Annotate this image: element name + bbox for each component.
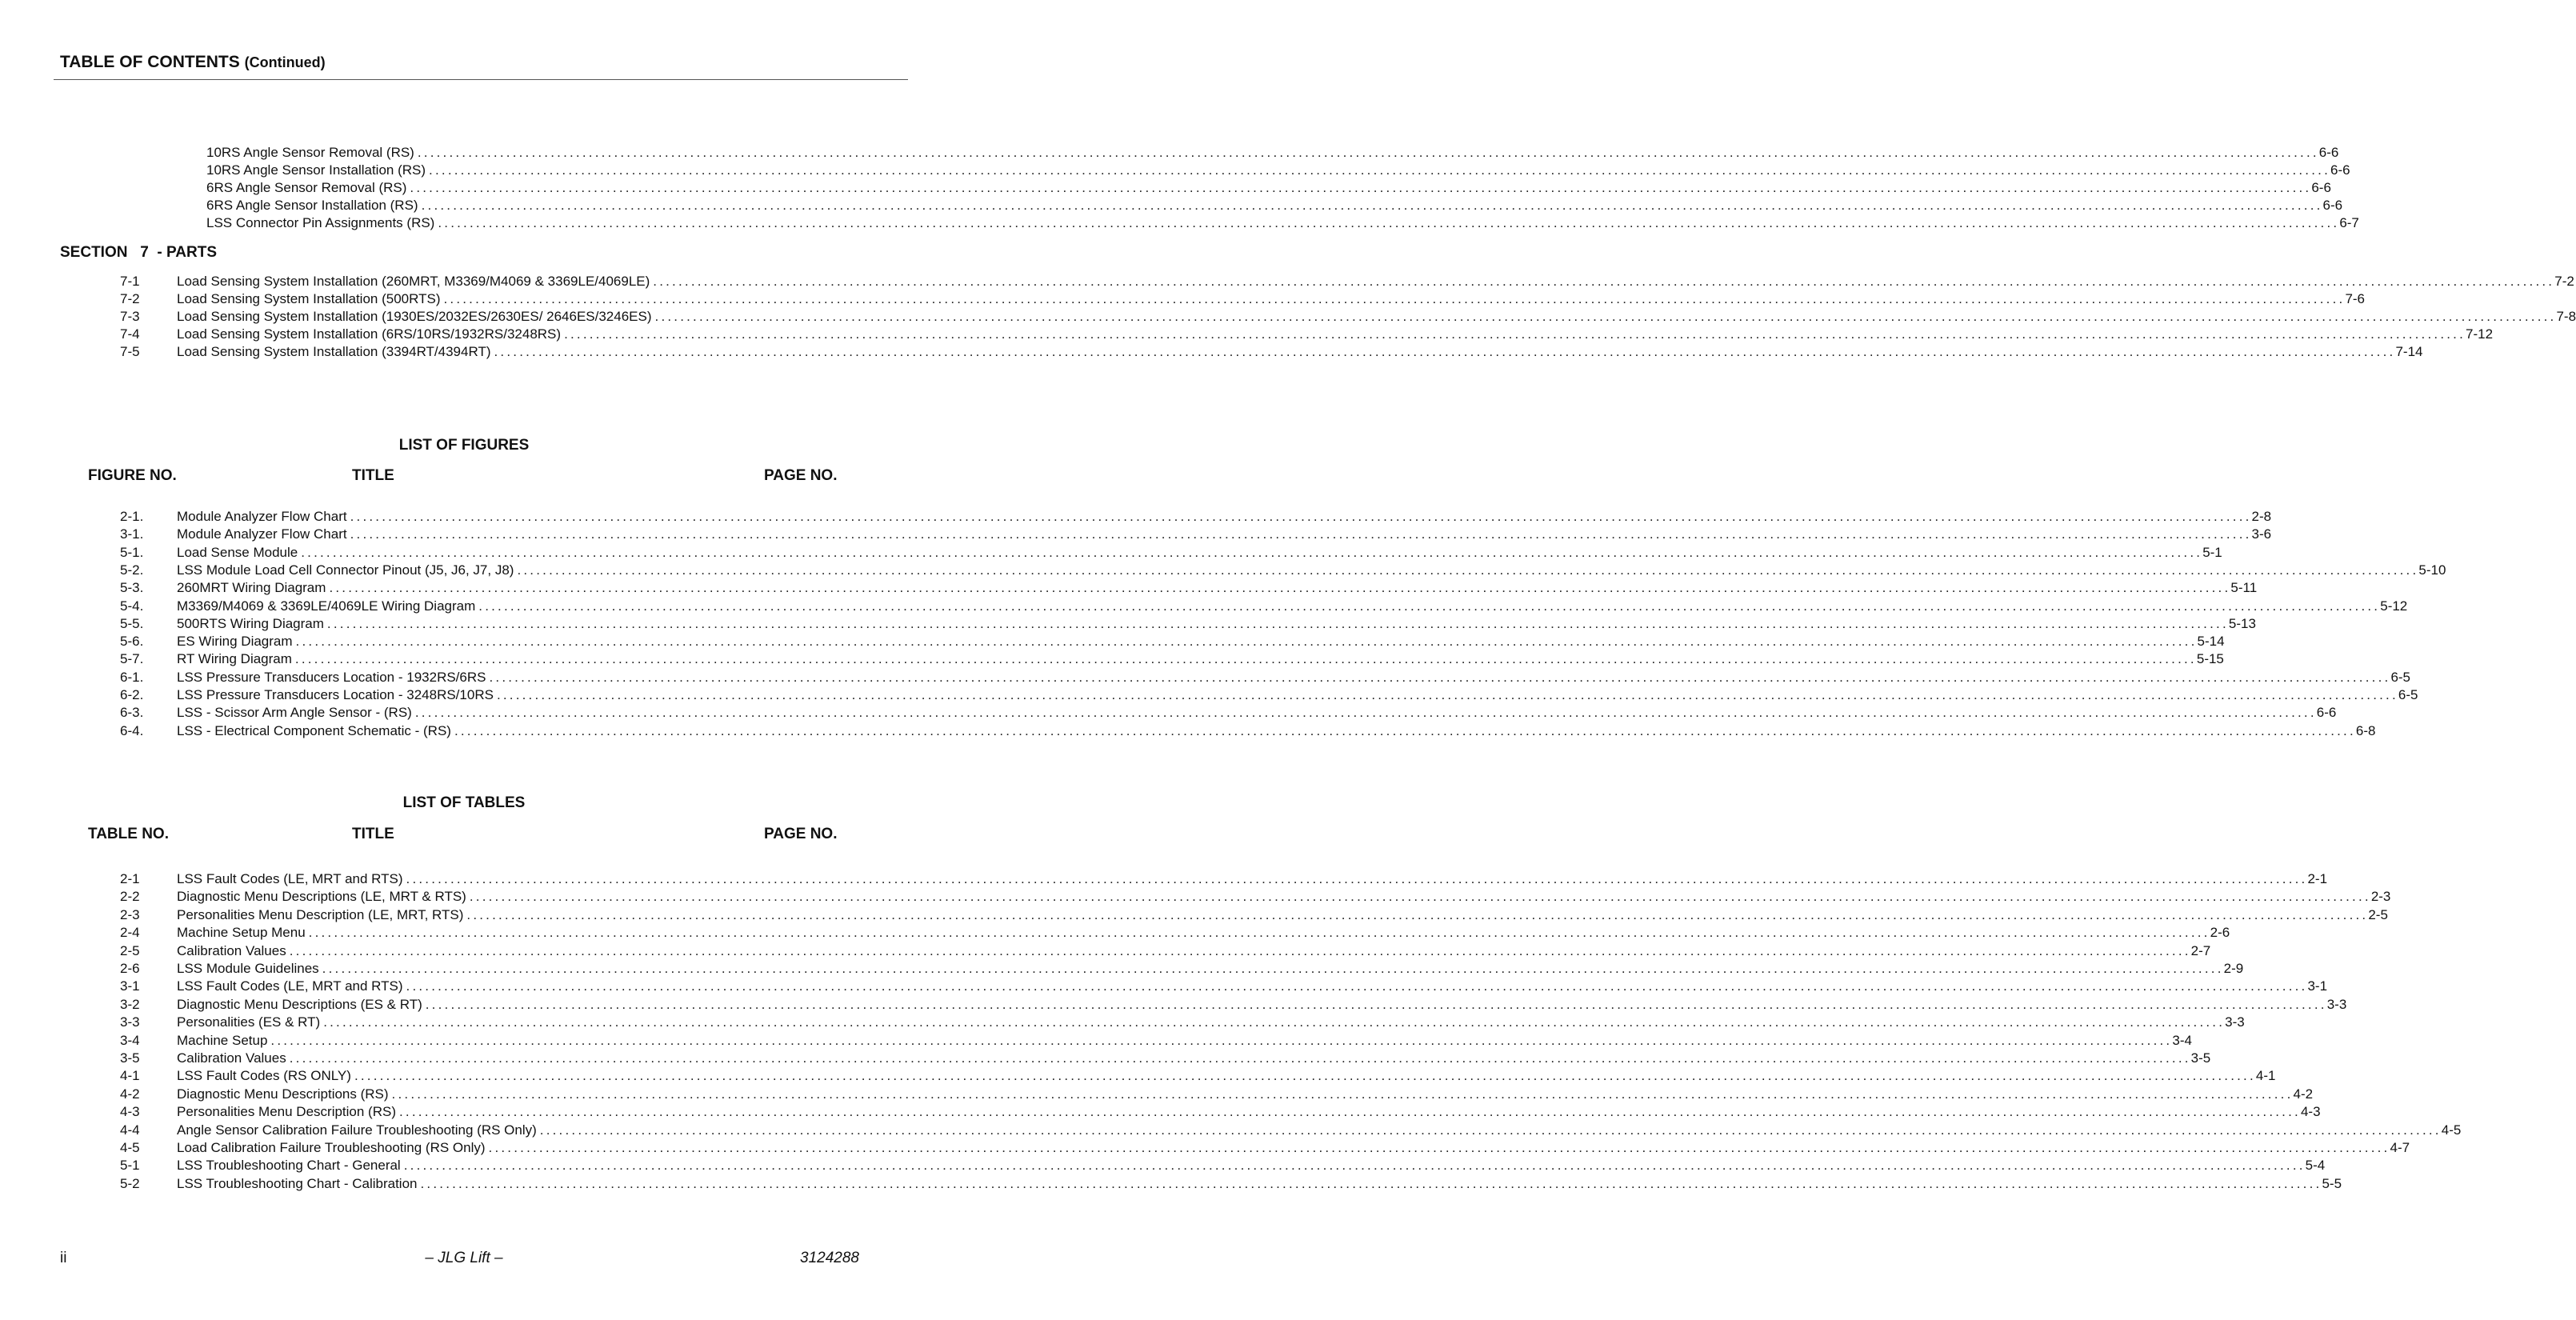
- dot-leader: ............................................................................................................................................................................................................................................................................................................: [654, 309, 2557, 324]
- entry-page: 5-4: [2305, 1158, 2326, 1174]
- entry-page: 4-3: [2300, 1104, 2321, 1120]
- entry-page: 5-14: [2197, 634, 2225, 650]
- entry-title: M3369/M4069 & 3369LE/4069LE Wiring Diagram: [177, 598, 476, 614]
- entry-title: Angle Sensor Calibration Failure Troubleshooting (RS Only): [177, 1122, 537, 1138]
- toc-entry[interactable]: [0, 923, 2230, 942]
- dot-leader: ............................................................................................................................................................................................................................................................................................................: [420, 1175, 2322, 1191]
- entry-page: 3-6: [2251, 526, 2272, 542]
- entry-title: LSS Pressure Transducers Location - 1932RS/6RS: [177, 669, 486, 685]
- entry-title: RT Wiring Diagram: [177, 651, 292, 667]
- entry-page: 5-5: [2322, 1175, 2342, 1191]
- entry-title: ES Wiring Diagram: [177, 634, 293, 650]
- toc-entry[interactable]: [0, 272, 2574, 290]
- entry-title: 10RS Angle Sensor Installation (RS): [206, 162, 426, 178]
- dot-leader: ............................................................................................................................................................................................................................................................................................................: [399, 1104, 2301, 1120]
- entry-title: Calibration Values: [177, 942, 286, 958]
- toc-entry[interactable]: [0, 887, 2391, 906]
- entry-title: 6RS Angle Sensor Installation (RS): [206, 198, 418, 213]
- entry-number: 7-1: [120, 274, 140, 289]
- entry-number: 2-2: [120, 889, 140, 905]
- entry-number: 3-3: [120, 1014, 140, 1030]
- figure-no-header: FIGURE NO.: [88, 467, 177, 484]
- entry-page: 4-1: [2255, 1068, 2276, 1084]
- toc-entry[interactable]: [0, 325, 2494, 343]
- toc-entry[interactable]: [0, 1121, 2462, 1139]
- entry-title: Load Sense Module: [177, 544, 298, 560]
- toc-entry[interactable]: [0, 1013, 2245, 1031]
- entry-number: 7-2: [120, 291, 140, 306]
- footer-page-number: ii: [60, 1250, 67, 1266]
- entry-title: Calibration Values: [177, 1050, 286, 1066]
- entry-page: 5-15: [2196, 651, 2224, 667]
- entry-page: 6-8: [2355, 722, 2376, 738]
- entry-page: 2-9: [2223, 961, 2244, 976]
- list-of-tables-title: LIST OF TABLES: [402, 794, 526, 811]
- dot-leader: ............................................................................................................................................................................................................................................................................................................: [478, 598, 2381, 614]
- dot-leader: ............................................................................................................................................................................................................................................................................................................: [406, 978, 2308, 994]
- footer-publisher: – JLG Lift –: [425, 1250, 503, 1266]
- entry-number: 5-2: [120, 1175, 140, 1191]
- entry-title: Personalities (ES & RT): [177, 1014, 321, 1030]
- dot-leader: ............................................................................................................................................................................................................................................................................................................: [289, 1050, 2191, 1066]
- dot-leader: ............................................................................................................................................................................................................................................................................................................: [410, 180, 2312, 195]
- toc-entry[interactable]: [0, 290, 2366, 308]
- figure-title-header: TITLE: [352, 467, 394, 484]
- entry-number: 6-4.: [120, 722, 144, 738]
- toc-entry[interactable]: [0, 722, 2376, 740]
- dot-leader: ............................................................................................................................................................................................................................................................................................................: [289, 942, 2191, 958]
- toc-entry[interactable]: [0, 578, 2258, 597]
- toc-entry[interactable]: [0, 1156, 2326, 1174]
- toc-entry[interactable]: [0, 161, 2350, 179]
- dot-leader: ............................................................................................................................................................................................................................................................................................................: [466, 906, 2369, 922]
- entry-page: 6-6: [2330, 162, 2350, 178]
- entry-page: 2-3: [2370, 889, 2391, 905]
- entry-title: LSS Pressure Transducers Location - 3248RS/10RS: [177, 687, 494, 702]
- toc-entry[interactable]: [0, 214, 2359, 232]
- dot-leader: ............................................................................................................................................................................................................................................................................................................: [488, 1140, 2390, 1155]
- entry-page: 5-13: [2228, 615, 2256, 631]
- entry-title: LSS Fault Codes (LE, MRT and RTS): [177, 978, 403, 994]
- entry-page: 6-7: [2339, 215, 2359, 230]
- toc-entry[interactable]: [0, 942, 2211, 960]
- entry-number: 2-1.: [120, 509, 144, 524]
- dot-leader: ............................................................................................................................................................................................................................................................................................................: [421, 198, 2323, 213]
- dot-leader: ............................................................................................................................................................................................................................................................................................................: [489, 669, 2391, 685]
- dot-leader: ............................................................................................................................................................................................................................................................................................................: [494, 344, 2396, 359]
- entry-page: 5-10: [2418, 562, 2446, 578]
- toc-entry[interactable]: [0, 178, 2331, 197]
- entry-title: Load Sensing System Installation (260MRT, M3369/M4069 & 3369LE/4069LE): [177, 274, 650, 289]
- dot-leader: ............................................................................................................................................................................................................................................................................................................: [496, 687, 2398, 702]
- entry-number: 6-1.: [120, 669, 144, 685]
- entry-title: Load Calibration Failure Troubleshooting (RS Only): [177, 1140, 486, 1155]
- entry-number: 5-2.: [120, 562, 144, 578]
- entry-number: 2-5: [120, 942, 140, 958]
- entry-number: 6-2.: [120, 687, 144, 702]
- entry-title: 500RTS Wiring Diagram: [177, 615, 324, 631]
- entry-number: 7-5: [120, 344, 140, 359]
- dot-leader: ............................................................................................................................................................................................................................................................................................................: [354, 1068, 2256, 1084]
- dot-leader: ............................................................................................................................................................................................................................................................................................................: [414, 705, 2317, 721]
- entry-page: 6-6: [2318, 145, 2339, 160]
- figure-page-header: PAGE NO.: [764, 467, 838, 484]
- toc-entry[interactable]: [0, 561, 2446, 579]
- entry-number: 5-5.: [120, 615, 144, 631]
- dot-leader: ............................................................................................................................................................................................................................................................................................................: [329, 580, 2231, 596]
- toc-entry[interactable]: [0, 632, 2225, 650]
- toc-entry[interactable]: [0, 507, 2272, 526]
- entry-title: LSS Connector Pin Assignments (RS): [206, 215, 435, 230]
- entry-page: 2-7: [2190, 942, 2211, 958]
- entry-number: 3-2: [120, 996, 140, 1012]
- toc-entry[interactable]: [0, 995, 2347, 1014]
- toc-entry[interactable]: [0, 650, 2224, 668]
- entry-title: Personalities Menu Description (LE, MRT, RTS): [177, 906, 464, 922]
- entry-number: 4-5: [120, 1140, 140, 1155]
- entry-title: 260MRT Wiring Diagram: [177, 580, 326, 596]
- toc-entry[interactable]: [0, 543, 2222, 562]
- entry-title: Load Sensing System Installation (3394RT/4394RT): [177, 344, 491, 359]
- toc-entry[interactable]: [0, 1066, 2276, 1085]
- table-page-header: PAGE NO.: [764, 826, 838, 842]
- entry-number: 3-4: [120, 1032, 140, 1048]
- dot-leader: ............................................................................................................................................................................................................................................................................................................: [350, 526, 2252, 542]
- section-7-title: SECTION 7 - PARTS: [60, 244, 218, 261]
- entry-page: 3-5: [2190, 1050, 2211, 1066]
- entry-page: 7-8: [2556, 309, 2576, 324]
- entry-title: LSS Troubleshooting Chart - Calibration: [177, 1175, 418, 1191]
- entry-number: 2-3: [120, 906, 140, 922]
- entry-page: 6-5: [2390, 669, 2411, 685]
- entry-page: 6-6: [2316, 705, 2337, 721]
- entry-page: 2-6: [2210, 925, 2230, 941]
- dot-leader: ............................................................................................................................................................................................................................................................................................................: [438, 215, 2340, 230]
- entry-page: 2-5: [2368, 906, 2388, 922]
- entry-number: 4-1: [120, 1068, 140, 1084]
- entry-page: 3-1: [2307, 978, 2328, 994]
- dot-leader: ............................................................................................................................................................................................................................................................................................................: [406, 871, 2308, 886]
- header-continued: (Continued): [244, 54, 326, 70]
- dot-leader: ............................................................................................................................................................................................................................................................................................................: [350, 509, 2252, 524]
- entry-number: 5-1: [120, 1158, 140, 1174]
- toc-entry[interactable]: [0, 525, 2272, 543]
- entry-page: 5-11: [2230, 580, 2258, 596]
- page-header: [60, 53, 908, 72]
- toc-entry[interactable]: [0, 1085, 2314, 1103]
- entry-title: LSS Fault Codes (LE, MRT and RTS): [177, 871, 403, 886]
- toc-entry[interactable]: [0, 870, 2328, 888]
- entry-title: Personalities Menu Description (RS): [177, 1104, 396, 1120]
- entry-title: Load Sensing System Installation (1930ES/2032ES/2630ES/ 2646ES/3246ES): [177, 309, 652, 324]
- dot-leader: ............................................................................................................................................................................................................................................................................................................: [425, 996, 2327, 1012]
- toc-entry[interactable]: [0, 668, 2411, 686]
- entry-page: 4-5: [2441, 1122, 2462, 1138]
- dot-leader: ............................................................................................................................................................................................................................................................................................................: [429, 162, 2330, 178]
- toc-entry[interactable]: [0, 703, 2337, 722]
- toc-entry[interactable]: [0, 143, 2339, 162]
- toc-entry[interactable]: [0, 196, 2343, 214]
- dot-leader: ............................................................................................................................................................................................................................................................................................................: [653, 274, 2555, 289]
- dot-leader: ............................................................................................................................................................................................................................................................................................................: [469, 889, 2371, 905]
- entry-number: 2-4: [120, 925, 140, 941]
- entry-number: 5-1.: [120, 544, 144, 560]
- dot-leader: ............................................................................................................................................................................................................................................................................................................: [564, 326, 2466, 342]
- entry-title: Load Sensing System Installation (6RS/10RS/1932RS/3248RS): [177, 326, 562, 342]
- entry-number: 7-3: [120, 309, 140, 324]
- entry-number: 3-1: [120, 978, 140, 994]
- entry-title: Module Analyzer Flow Chart: [177, 509, 347, 524]
- entry-page: 3-3: [2326, 996, 2347, 1012]
- entry-number: 4-4: [120, 1122, 140, 1138]
- entry-page: 3-4: [2172, 1032, 2192, 1048]
- dot-leader: ............................................................................................................................................................................................................................................................................................................: [454, 722, 2356, 738]
- entry-page: 7-12: [2466, 326, 2494, 342]
- toc-entry[interactable]: [0, 959, 2244, 978]
- entry-number: 2-6: [120, 961, 140, 976]
- entry-page: 3-3: [2225, 1014, 2245, 1030]
- list-of-figures-title: LIST OF FIGURES: [398, 437, 530, 454]
- footer-document-number: 3124288: [800, 1250, 859, 1266]
- dot-leader: ............................................................................................................................................................................................................................................................................................................: [270, 1032, 2173, 1048]
- toc-entry[interactable]: [0, 1138, 2410, 1157]
- entry-page: 7-14: [2395, 344, 2423, 359]
- toc-entry[interactable]: [0, 1049, 2211, 1067]
- entry-page: 5-12: [2380, 598, 2408, 614]
- dot-leader: ............................................................................................................................................................................................................................................................................................................: [295, 634, 2198, 650]
- header-divider: [54, 79, 908, 80]
- table-no-header: TABLE NO.: [88, 826, 169, 842]
- dot-leader: ............................................................................................................................................................................................................................................................................................................: [294, 651, 2197, 667]
- dot-leader: ............................................................................................................................................................................................................................................................................................................: [323, 1014, 2226, 1030]
- dot-leader: ............................................................................................................................................................................................................................................................................................................: [517, 562, 2419, 578]
- dot-leader: ............................................................................................................................................................................................................................................................................................................: [403, 1158, 2306, 1174]
- toc-entry[interactable]: [0, 342, 2423, 361]
- entry-number: 7-4: [120, 326, 140, 342]
- entry-page: 4-2: [2293, 1086, 2314, 1102]
- entry-title: 10RS Angle Sensor Removal (RS): [206, 145, 414, 160]
- entry-page: 2-8: [2251, 509, 2272, 524]
- table-title-header: TITLE: [352, 826, 394, 842]
- entry-title: LSS Troubleshooting Chart - General: [177, 1158, 401, 1174]
- entry-number: 2-1: [120, 871, 140, 886]
- entry-title: Diagnostic Menu Descriptions (LE, MRT & RTS): [177, 889, 466, 905]
- entry-title: Machine Setup: [177, 1032, 268, 1048]
- entry-number: 4-2: [120, 1086, 140, 1102]
- entry-number: 5-6.: [120, 634, 144, 650]
- entry-page: 4-7: [2390, 1140, 2410, 1155]
- dot-leader: ............................................................................................................................................................................................................................................................................................................: [443, 291, 2346, 306]
- entry-number: 5-3.: [120, 580, 144, 596]
- entry-title: Module Analyzer Flow Chart: [177, 526, 347, 542]
- toc-entry[interactable]: [0, 307, 2576, 326]
- entry-title: 6RS Angle Sensor Removal (RS): [206, 180, 407, 195]
- entry-title: LSS Module Load Cell Connector Pinout (J5, J6, J7, J8): [177, 562, 514, 578]
- entry-number: 6-3.: [120, 705, 144, 721]
- toc-entry[interactable]: [0, 977, 2328, 995]
- entry-title: Load Sensing System Installation (500RTS): [177, 291, 441, 306]
- toc-entry[interactable]: [0, 906, 2388, 924]
- entry-page: 5-1: [2202, 544, 2222, 560]
- entry-page: 7-6: [2345, 291, 2366, 306]
- entry-title: Diagnostic Menu Descriptions (ES & RT): [177, 996, 422, 1012]
- dot-leader: ............................................................................................................................................................................................................................................................................................................: [539, 1122, 2442, 1138]
- dot-leader: ............................................................................................................................................................................................................................................................................................................: [308, 925, 2210, 941]
- entry-title: Diagnostic Menu Descriptions (RS): [177, 1086, 389, 1102]
- entry-number: 5-7.: [120, 651, 144, 667]
- entry-number: 3-5: [120, 1050, 140, 1066]
- entry-title: LSS - Scissor Arm Angle Sensor - (RS): [177, 705, 412, 721]
- dot-leader: ............................................................................................................................................................................................................................................................................................................: [326, 615, 2229, 631]
- header-title: TABLE OF CONTENTS: [60, 53, 240, 71]
- toc-entry[interactable]: [0, 1174, 2342, 1193]
- dot-leader: ............................................................................................................................................................................................................................................................................................................: [301, 544, 2203, 560]
- entry-page: 6-5: [2398, 687, 2418, 702]
- entry-number: 4-3: [120, 1104, 140, 1120]
- toc-entry[interactable]: [0, 686, 2418, 704]
- entry-title: LSS - Electrical Component Schematic - (RS): [177, 722, 451, 738]
- toc-entry[interactable]: [0, 1031, 2192, 1050]
- dot-leader: ............................................................................................................................................................................................................................................................................................................: [322, 961, 2224, 976]
- entry-page: 2-1: [2307, 871, 2328, 886]
- entry-page: 6-6: [2311, 180, 2331, 195]
- toc-entry[interactable]: [0, 597, 2408, 615]
- entry-page: 6-6: [2322, 198, 2343, 213]
- dot-leader: ............................................................................................................................................................................................................................................................................................................: [417, 145, 2319, 160]
- entry-title: LSS Fault Codes (RS ONLY): [177, 1068, 351, 1084]
- dot-leader: ............................................................................................................................................................................................................................................................................................................: [391, 1086, 2294, 1102]
- toc-entry[interactable]: [0, 614, 2256, 633]
- entry-title: Machine Setup Menu: [177, 925, 306, 941]
- entry-number: 5-4.: [120, 598, 144, 614]
- entry-number: 3-1.: [120, 526, 144, 542]
- toc-entry[interactable]: [0, 1102, 2321, 1121]
- entry-title: LSS Module Guidelines: [177, 961, 319, 976]
- entry-page: 7-2: [2554, 274, 2574, 289]
